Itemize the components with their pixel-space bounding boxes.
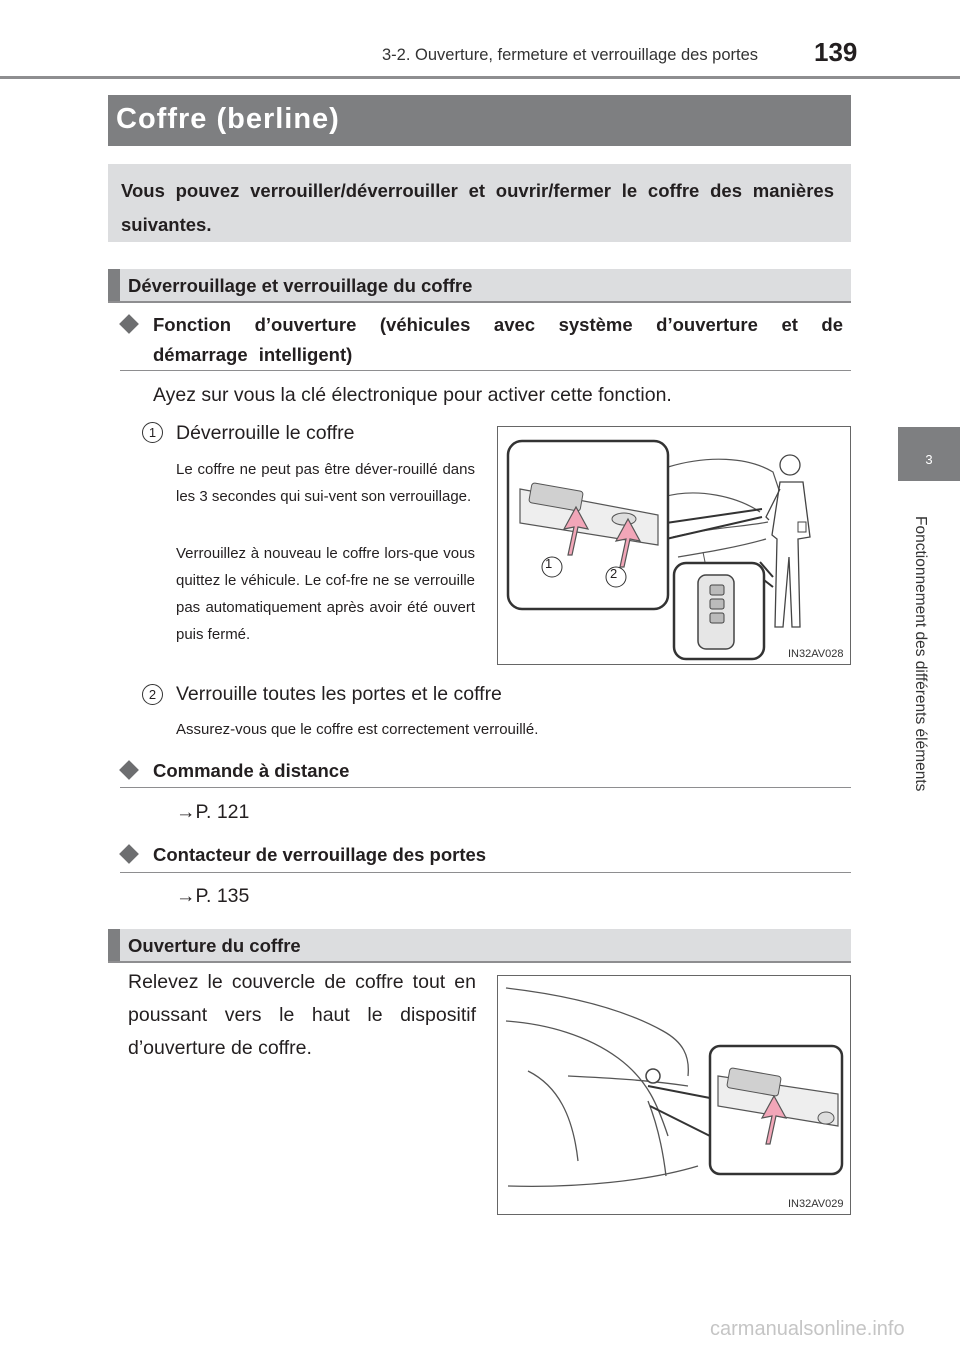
- chapter-tab-label: Fonctionnement des différents éléments: [912, 516, 929, 792]
- step-number-1: 1: [142, 422, 163, 443]
- section-heading-opening: Ouverture du coffre: [128, 935, 301, 956]
- figure-trunk-buttons: [497, 426, 851, 665]
- subheading-door-lock-switch: Contacteur de verrouillage des portes: [153, 844, 487, 865]
- figure-trunk-buttons-drawing: [498, 427, 850, 664]
- page-ref-remote: →P. 121: [176, 801, 250, 823]
- figure-trunk-opening: [497, 975, 851, 1215]
- opening-text: Relevez le couvercle de coffre tout en poussant vers le haut le dispositif d’ouverture de coffre.: [128, 971, 476, 1059]
- diamond-bullet-icon: [118, 764, 146, 783]
- diamond-bullet-icon: [118, 848, 146, 867]
- lead-text: Ayez sur vous la clé électronique pour activer cette fonction.: [153, 384, 672, 406]
- step-1-note-2: Verrouillez à nouveau le coffre lors-que vous quittez le véhicule. Le cof-fre ne se verrouille pas automatiquement après avoir été ouvert puis fermé.: [176, 545, 475, 643]
- subheading-rule: [120, 872, 851, 873]
- figure-code-2: IN32AV029: [788, 1198, 844, 1210]
- figure-trunk-opening-drawing: [498, 976, 850, 1214]
- figure-code-1: IN32AV028: [788, 648, 844, 660]
- subheading-rule: [120, 370, 851, 371]
- page-title: Coffre (berline): [116, 103, 340, 135]
- callout-1-label: 1: [545, 556, 553, 571]
- section-heading-accent: [108, 269, 120, 301]
- section-heading-accent: [108, 929, 120, 961]
- diamond-bullet-icon: [118, 318, 146, 337]
- callout-2-label: 2: [610, 566, 618, 581]
- header-section-title: 3-2. Ouverture, fermeture et verrouillage des portes: [382, 46, 759, 64]
- section-heading-unlock-lock: Déverrouillage et verrouillage du coffre: [128, 275, 473, 296]
- step-2-note: Assurez-vous que le coffre est correctement verrouillé.: [176, 721, 539, 738]
- step-1-note-1: Le coffre ne peut pas être déver-rouillé dans les 3 secondes qui sui-vent son verrouillage.: [176, 461, 475, 505]
- step-number-2: 2: [142, 684, 163, 705]
- chapter-tab-number: 3: [925, 452, 933, 467]
- header-rule: [0, 76, 960, 79]
- step-2-title: Verrouille toutes les portes et le coffre: [176, 683, 502, 705]
- subheading-rule: [120, 787, 851, 788]
- page-number: 139: [814, 37, 858, 67]
- page-ref-door-lock: →P. 135: [176, 885, 250, 907]
- subheading-smart-entry: Fonction d’ouverture (véhicules avec système d’ouverture et de démarrage intelligent): [153, 314, 843, 365]
- step-1-title: Déverrouille le coffre: [176, 422, 355, 444]
- intro-text: Vous pouvez verrouiller/déverrouiller et ouvrir/fermer le coffre des manières suivantes.: [121, 180, 834, 235]
- watermark: carmanualsonline.info: [710, 1318, 905, 1340]
- subheading-remote: Commande à distance: [153, 760, 350, 781]
